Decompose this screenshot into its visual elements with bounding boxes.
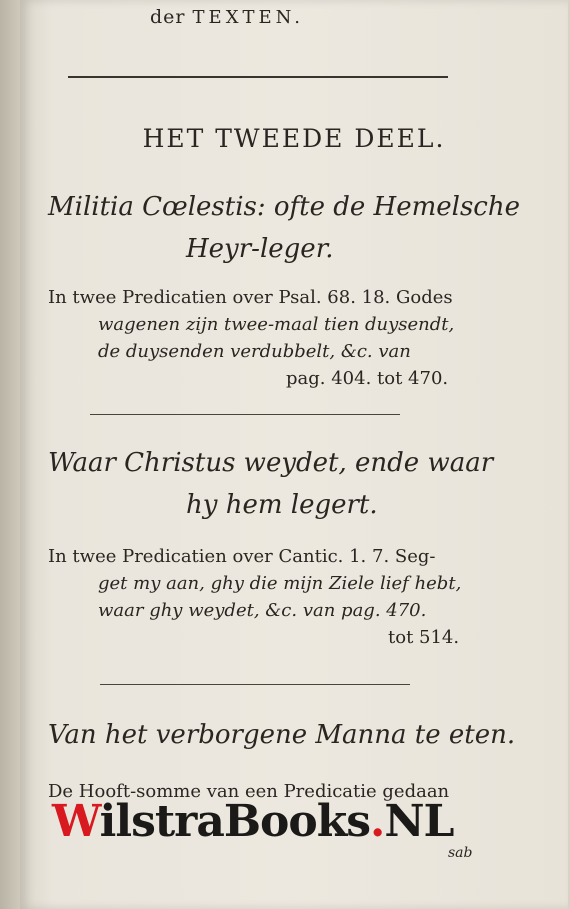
section2-text-line4: tot 514. [388, 627, 460, 648]
running-header [150, 6, 304, 28]
part-title: HET TWEEDE DEEL. [142, 124, 446, 153]
watermark-dot: . [370, 796, 385, 847]
book-page [20, 0, 568, 909]
section2-text-line1: In twee Predicatien over Cantic. 1. 7. Seg- [48, 546, 436, 567]
section2-title-line2: hy hem legert. [186, 490, 378, 520]
section3-text-line1: De Hooft-somme van een Predicatie gedaan [48, 781, 450, 802]
section1-title-line2: Heyr-leger. [186, 234, 334, 264]
section3-text-line2: sab [448, 845, 473, 861]
header-prefix: der [150, 6, 186, 28]
section2-text-line2: get my aan, ghy die mijn Ziele lief hebt, [98, 573, 462, 594]
section2-title-line1: Waar Christus weydet, ende waar [48, 448, 494, 478]
section1-text-line1: In twee Predicatien over Psal. 68. 18. Godes [48, 287, 453, 308]
section3-title: Van het verborgene Manna te eten. [48, 720, 516, 750]
divider-rule-1 [90, 414, 400, 415]
section1-text-line4: pag. 404. tot 470. [286, 368, 449, 389]
section1-text-line3: de duysenden verdubbelt, &c. van [98, 341, 411, 362]
wilstrabooks-watermark [52, 796, 453, 847]
divider-rule-2 [100, 684, 410, 685]
section2-text-line3: waar ghy weydet, &c. van pag. 470. [98, 600, 427, 621]
watermark-mid: ilstraBooks [99, 796, 370, 847]
section1-text-line2: wagenen zijn twee-maal tien duysendt, [98, 314, 455, 335]
top-rule [68, 76, 448, 78]
adjacent-page-edge [0, 0, 20, 909]
header-word: TEXTEN. [192, 7, 304, 28]
watermark-w: W [52, 796, 100, 847]
watermark-end: NL [384, 796, 454, 847]
section1-title-line1: Militia Cœlestis: ofte de Hemelsche [48, 192, 520, 222]
